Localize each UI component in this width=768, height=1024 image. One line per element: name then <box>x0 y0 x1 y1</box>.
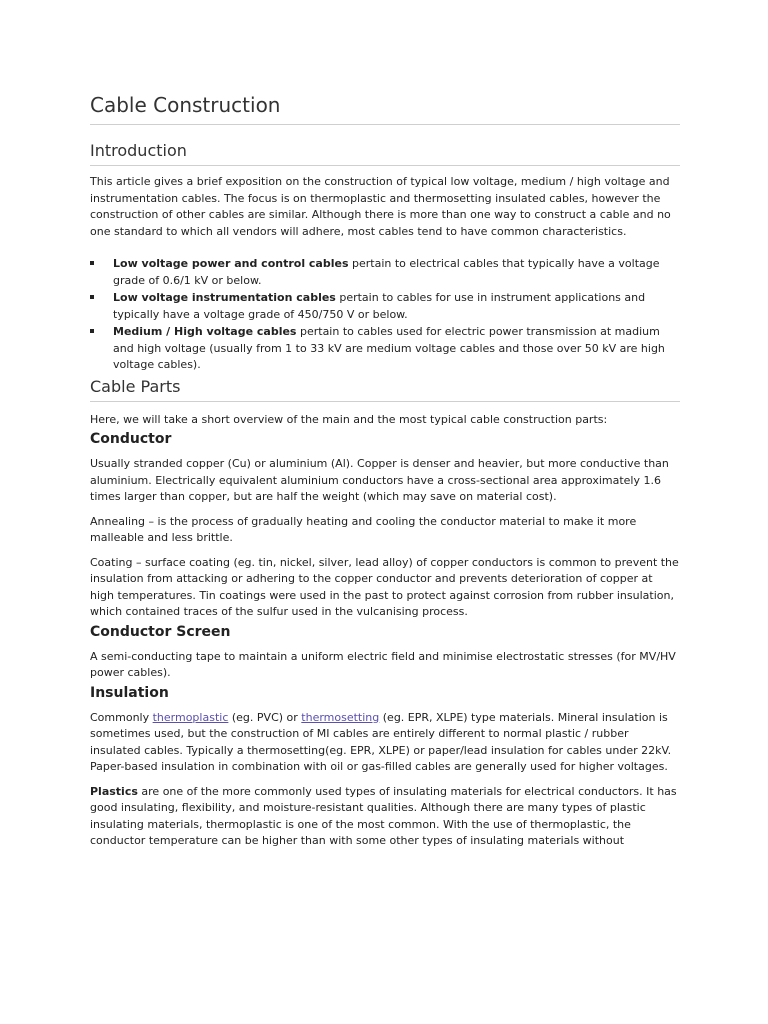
list-item <box>90 324 680 374</box>
document-content <box>90 88 680 850</box>
list-item-term: Medium / High voltage cables <box>113 325 297 338</box>
conductor-screen-paragraph: A semi-conducting tape to maintain a uniform electric field and minimise electrostatic stresses (for MV/HV power cables). <box>90 649 676 679</box>
section-heading-introduction: Introduction <box>90 139 680 166</box>
bullet-icon <box>90 329 94 333</box>
insulation-paragraph-2 <box>90 784 680 850</box>
page-title: Cable Construction <box>90 88 680 125</box>
thermoplastic-link[interactable]: thermoplastic <box>152 710 229 724</box>
list-item <box>90 256 680 289</box>
subsection-heading-conductor: Conductor <box>90 431 172 447</box>
list-item-term: Low voltage power and control cables <box>113 257 349 270</box>
subsection-heading-conductor-screen: Conductor Screen <box>90 623 231 640</box>
list-item-text: pertain to electrical cables that typically have a voltage grade of 0.6/1 kV or below. <box>113 257 660 287</box>
section-heading-cable-parts: Cable Parts <box>90 375 680 402</box>
insulation-text: (eg. EPR, XLPE) type materials. Mineral insulation is sometimes used, but the construction of MI cables are entirely different to normal plastic / rubber insulated cables. Typically a thermosetting(eg. EPR, XLPE) or paper/lead insulation for cables under 22kV. Paper-based insulation in combination with oil or gas-filled cables are generally used for higher voltages. <box>90 710 672 773</box>
thermosetting-link[interactable]: thermosetting <box>301 710 380 724</box>
insulation-text: are one of the more commonly used types of insulating materials for electrical conductors. It has good insulating, flexibility, and moisture-resistant qualities. Although there are many types of plastic insulating materials, thermoplastic is one of the most common. With the use of thermoplastic, the conductor temperature can be higher than with some other types of insulating materials without <box>90 784 677 847</box>
subsection-heading-insulation: Insulation <box>90 684 169 701</box>
introduction-paragraph: This article gives a brief exposition on the construction of typical low voltage, medium / high voltage and instrumentation cables. The focus is on thermoplastic and thermosetting insulated cables, however the construction of other cables are similar. Although there is more than one way to construct a cable and no one standard to which all vendors will adhere, most cables tend to have common characteristics. <box>90 175 671 238</box>
list-item-term: Low voltage instrumentation cables <box>113 291 336 304</box>
insulation-paragraph-1 <box>90 710 680 776</box>
conductor-paragraph-1: Usually stranded copper (Cu) or aluminium (Al). Copper is denser and heavier, but more conductive than aluminium. Electrically equivalent aluminium conductors have a cross-sectional area approximately 1.6 times larger than copper, but are half the weight (which may save on material cost). <box>90 457 669 503</box>
list-item-text: pertain to cables for use in instrument applications and typically have a voltage grade of 450/750 V or below. <box>113 291 646 321</box>
insulation-text: (eg. PVC) or <box>228 710 302 724</box>
insulation-text: Commonly <box>90 710 153 724</box>
cable-parts-intro: Here, we will take a short overview of the main and the most typical cable construction parts: <box>90 412 608 426</box>
voltage-category-list <box>90 256 680 374</box>
plastics-term: Plastics <box>90 784 138 798</box>
conductor-paragraph-3: Coating – surface coating (eg. tin, nickel, silver, lead alloy) of copper conductors is common to prevent the insulation from attacking or adhering to the copper conductor and prevents deterioration of copper at high temperatures. Tin coatings were used in the past to protect against corrosion from rubber insulation, which contained traces of the sulfur used in the vulcanising process. <box>90 555 679 618</box>
bullet-icon <box>90 261 94 265</box>
conductor-paragraph-2: Annealing – is the process of gradually heating and cooling the conductor material to make it more malleable and less brittle. <box>90 514 637 544</box>
bullet-icon <box>90 295 94 299</box>
list-item <box>90 290 680 323</box>
list-item-text: pertain to cables used for electric power transmission at madium and high voltage (usually from 1 to 33 kV are medium voltage cables and those over 50 kV are high voltage cables). <box>113 325 665 371</box>
